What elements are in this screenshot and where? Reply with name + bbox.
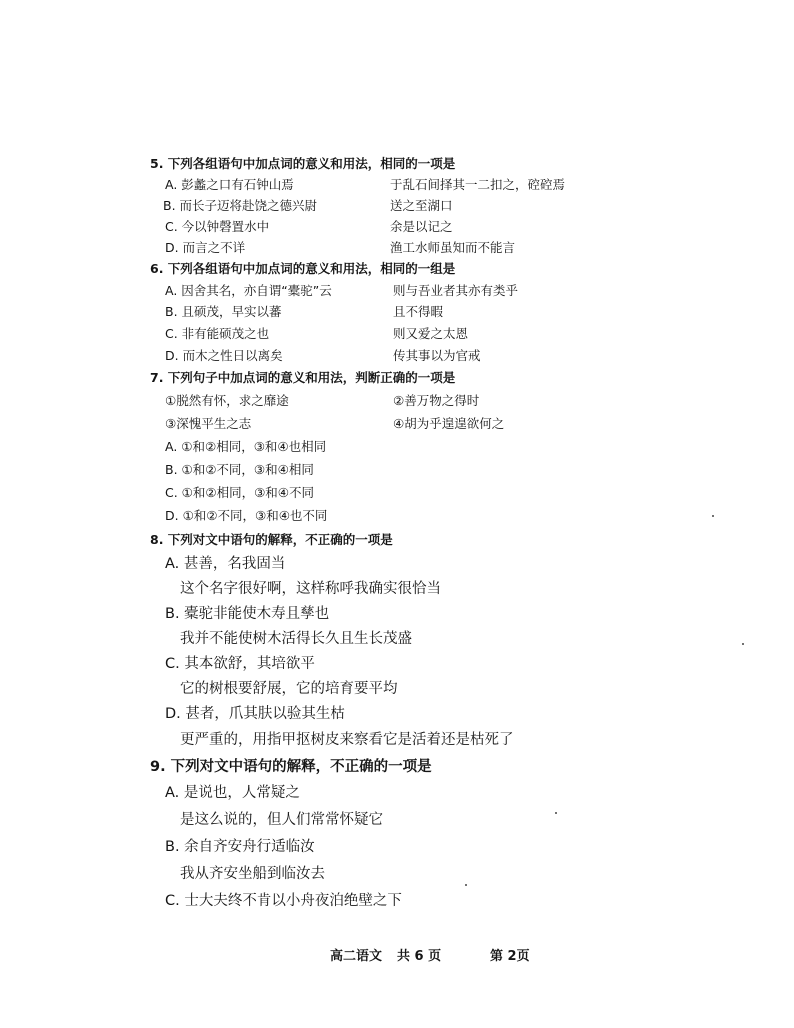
q7-option-c: C. ①和②相同，③和④不同 bbox=[165, 485, 314, 500]
q8-option-d: D. 甚者，爪其肤以验其生枯 bbox=[165, 706, 345, 722]
footer-page-number: 第 2页 bbox=[490, 949, 530, 964]
q9-option-c: C. 士大夫终不肯以小舟夜泊绝壁之下 bbox=[165, 893, 402, 909]
scan-speck bbox=[555, 812, 557, 814]
footer-subject: 高二语文 bbox=[330, 949, 383, 964]
q9-option-b: B. 余自齐安舟行适临汝 bbox=[165, 839, 315, 855]
q8-option-b-explain: 我并不能使树木活得长久且生长茂盛 bbox=[180, 631, 412, 647]
q7-item-3: ③深愧平生之志 bbox=[165, 416, 252, 431]
q7-option-b: B. ①和②不同，③和④相同 bbox=[165, 462, 314, 477]
q6-option-a-left: A. 因舍其名，亦自谓“橐驼”云 bbox=[165, 283, 332, 298]
scan-speck bbox=[465, 884, 467, 886]
q5-option-d-right: 渔工水师虽知而不能言 bbox=[390, 240, 516, 255]
q6-option-b-left: B. 且硕茂，早实以蕃 bbox=[165, 304, 282, 319]
q7-item-4: ④胡为乎遑遑欲何之 bbox=[393, 416, 505, 431]
q5-option-d-left: D. 而言之不详 bbox=[165, 240, 246, 255]
q8-option-d-explain: 更严重的，用指甲抠树皮来察看它是活着还是枯死了 bbox=[180, 732, 514, 748]
q8-option-a-explain: 这个名字很好啊，这样称呼我确实很恰当 bbox=[180, 581, 441, 597]
q6-option-d-right: 传其事以为官戒 bbox=[393, 348, 481, 363]
q8-option-b: B. 橐驼非能使木寿且孳也 bbox=[165, 606, 330, 622]
q8-option-a: A. 甚善，名我固当 bbox=[165, 556, 286, 572]
scan-speck bbox=[712, 515, 714, 517]
q9-option-a: A. 是说也，人常疑之 bbox=[165, 785, 300, 801]
scan-speck bbox=[742, 643, 744, 645]
q9-option-b-explain: 我从齐安坐船到临汝去 bbox=[180, 866, 325, 882]
q5-option-c-right: 余是以记之 bbox=[390, 219, 453, 234]
q5-option-b-left: B. 而长子迈将赴饶之德兴尉 bbox=[163, 198, 318, 213]
q6-option-b-right: 且不得暇 bbox=[393, 304, 444, 319]
q6-option-c-left: C. 非有能硕茂之也 bbox=[165, 326, 270, 341]
q8-option-c: C. 其本欲舒，其培欲平 bbox=[165, 656, 315, 672]
q5-option-b-right: 送之至湖口 bbox=[390, 198, 453, 213]
question-5-title: 5. 下列各组语句中加点词的意义和用法，相同的一项是 bbox=[150, 156, 456, 171]
question-8-title: 8. 下列对文中语句的解释，不正确的一项是 bbox=[150, 532, 393, 547]
q5-option-a-right: 于乱石间择其一二扣之，硿硿焉 bbox=[390, 177, 566, 192]
question-6-title: 6. 下列各组语句中加点词的意义和用法，相同的一组是 bbox=[150, 261, 456, 276]
q5-option-c-left: C. 今以钟磬置水中 bbox=[165, 219, 270, 234]
footer-total-pages: 共 6 页 bbox=[397, 949, 442, 964]
q6-option-a-right: 则与吾业者其亦有类乎 bbox=[393, 283, 519, 298]
q7-option-a: A. ①和②相同，③和④也相同 bbox=[165, 439, 327, 454]
question-9-title: 9. 下列对文中语句的解释，不正确的一项是 bbox=[150, 759, 432, 775]
q6-option-d-left: D. 而木之性日以离矣 bbox=[165, 348, 283, 363]
q7-item-2: ②善万物之得时 bbox=[393, 393, 480, 408]
q7-item-1: ①脱然有怀，求之靡途 bbox=[165, 393, 289, 408]
q7-option-d: D. ①和②不同，③和④也不同 bbox=[165, 508, 328, 523]
q8-option-c-explain: 它的树根要舒展，它的培育要平均 bbox=[180, 681, 398, 697]
q9-option-a-explain: 是这么说的，但人们常常怀疑它 bbox=[180, 812, 383, 828]
q5-option-a-left: A. 彭蠡之口有石钟山焉 bbox=[165, 177, 294, 192]
question-7-title: 7. 下列句子中加点词的意义和用法，判断正确的一项是 bbox=[150, 370, 456, 385]
q6-option-c-right: 则又爱之太恩 bbox=[393, 326, 469, 341]
